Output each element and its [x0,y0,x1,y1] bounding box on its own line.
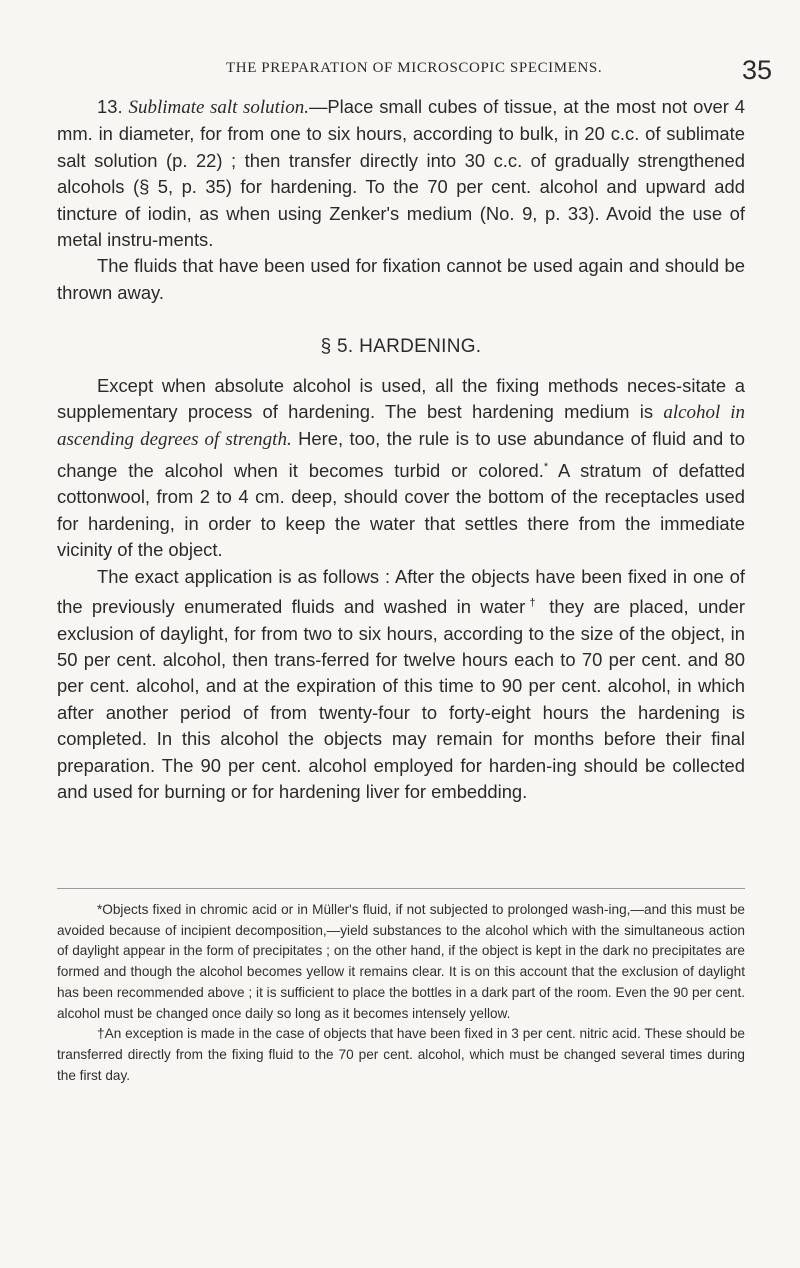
running-title: THE PREPARATION OF MICROSCOPIC SPECIMENS. [226,60,603,76]
section-heading: § 5. HARDENING. [320,336,482,358]
footnotes [57,900,745,1086]
emphasis: alcohol in ascending degrees of strength. [57,402,745,451]
footnote-dagger: †An exception is made in the case of objects that have been fixed in 3 per cent. nitric acid. These should be transferred directly from the fixing fluid to the 70 per cent. alcohol, which must be changed several times during the first day. [57,1026,745,1083]
paragraph-13 [57,94,745,253]
fixation-note: The fluids that have been used for fixation cannot be used again and should be thrown away. [57,255,745,303]
paragraph-text: —Place small cubes of tissue, at the most not over 4 mm. in diameter, for from one to six hours, according to bulk, in 20 c.c. of sublimate salt solution (p. 22) ; then transfer directly into 30 c.c. of gradually strengthened alcohols (§ 5, p. 35) for hardening. To the 70 per cent. alcohol and upward add tincture of iodin, as when using Zenker's medium (No. 9, p. 33). Avoid the use of metal instru-ments. [57,96,745,251]
hardening-paragraph-2: The exact application is as follows : After the objects have been fixed in one of the previously enumerated fluids and washed in water† they are placed, under exclusion of daylight, for from two to six hours, according to the size of the object, in 50 per cent. alcohol, then trans-ferred for twelve hours each to 70 per cent. and 80 per cent. alcohol, and at the expiration of this time to 90 per cent. alcohol, in which after another period of from twenty-four to forty-eight hours the hardening is completed. In this alcohol the objects may remain for months before their final preparation. The 90 per cent. alcohol employed for harden-ing should be collected and used for burning or for hardening liver for embedding. [57,565,745,802]
paragraph-number: 13. [97,96,123,117]
footnote-star: *Objects fixed in chromic acid or in Müller's fluid, if not subjected to prolonged wash-ing,—and this must be avoided because of incipient decomposition,—yield substances to the alcohol which with the simultaneous action of daylight appear in the form of precipitates ; on the other hand, if the object is kept in the dark no precipitates are formed and though the alcohol becomes yellow it remains clear. It is on this account that the exclusion of daylight has been recommended above ; it is sufficient to place the bottles in a dark part of the room. Even the 90 per cent. alcohol must be changed once daily so long as it becomes intensely yellow. [57,902,745,1021]
hardening-paragraph-1: Except when absolute alcohol is used, all the fixing methods neces-sitate a supplementary process of hardening. The best hardening medium is alcohol in ascending degrees of strength. Here, too, the rule is to use abundance of fluid and to change the alcohol when it becomes turbid or colored.* A stratum of defatted cottonwool, from 2 to 4 cm. deep, should cover the bottom of the receptacles used for hardening, in order to keep the water that settles there from the immediate vicinity of the object. [57,374,746,561]
footnote-ref-star: * [543,460,549,473]
main-text [57,94,745,805]
footnote-ref-dagger: † [525,597,540,610]
page-number: 35 [742,55,773,85]
paragraph-title: Sublimate salt solution. [128,97,309,118]
footnote-divider [57,888,745,889]
